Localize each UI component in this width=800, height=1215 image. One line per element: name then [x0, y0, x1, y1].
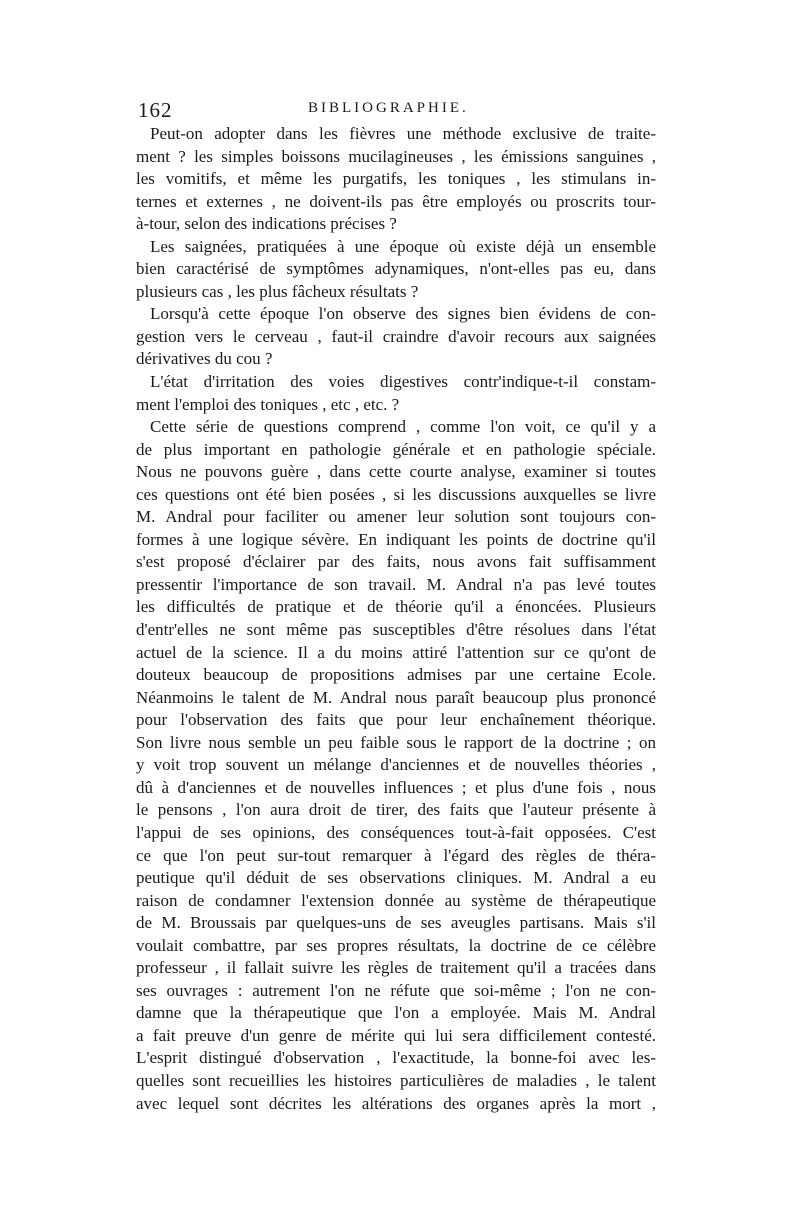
text-line: dû à d'anciennes et de nouvelles influences ; et plus d'une fois , nous — [136, 777, 656, 797]
text-line: actuel de la science. Il a du moins attiré l'attention sur ce qu'ont de — [136, 642, 656, 662]
text-line: à-tour, selon des indications précises ? — [136, 214, 397, 234]
text-line: plusieurs cas , les plus fâcheux résultats ? — [136, 281, 419, 301]
text-line: L'esprit distingué d'observation , l'exactitude, la bonne-foi avec les- — [136, 1048, 656, 1068]
text-line: ces questions ont été bien posées , si les discussions auxquelles se livre — [136, 484, 656, 504]
text-line: peutique qu'il déduit de ses observations cliniques. M. Andral a eu — [136, 868, 656, 888]
text-line: pressentir l'importance de son travail. M. Andral n'a pas levé toutes — [136, 574, 656, 594]
text-line: y voit trop souvent un mélange d'anciennes et de nouvelles théories , — [136, 755, 656, 775]
page-header — [138, 98, 658, 122]
running-head: BIBLIOGRAPHIE. — [308, 100, 469, 116]
text-line: ses ouvrages : autrement l'on ne réfute que soi-même ; l'on ne con- — [136, 980, 656, 1000]
text-line: Peut-on adopter dans les fièvres une méthode exclusive de traite- — [150, 124, 656, 143]
text-line: professeur , il fallait suivre les règles de traitement qu'il a tracées dans — [136, 958, 656, 978]
text-line: ternes et externes , ne doivent-ils pas être employés ou proscrits tour- — [136, 191, 656, 211]
body-text — [136, 123, 656, 1115]
text-line: damne que la thérapeutique que l'on a employée. Mais M. Andral — [136, 1003, 656, 1023]
text-line: M. Andral pour faciliter ou amener leur solution sont toujours con- — [136, 507, 656, 527]
text-line: bien caractérisé de symptômes adynamiques, n'ont-elles pas eu, dans — [136, 259, 656, 279]
text-line: Son livre nous semble un peu faible sous le rapport de la doctrine ; on — [136, 732, 656, 752]
text-line: formes à une logique sévère. En indiquant les points de doctrine qu'il — [136, 529, 656, 549]
text-line: le pensons , l'on aura droit de tirer, des faits que l'auteur présente à — [136, 800, 656, 820]
text-line: de plus important en pathologie générale et en pathologie spéciale. — [136, 439, 656, 459]
text-line: Lorsqu'à cette époque l'on observe des signes bien évidens de con- — [150, 304, 656, 324]
text-line: pour l'observation des faits que pour leur enchaînement théorique. — [136, 710, 656, 730]
text-line: L'état d'irritation des voies digestives contr'indique-t-il constam- — [150, 372, 656, 392]
text-line: ce que l'on peut sur-tout remarquer à l'égard des règles de théra- — [136, 845, 656, 865]
text-line: de M. Broussais par quelques-uns de ses aveugles partisans. Mais s'il — [136, 913, 656, 933]
text-line: a fait preuve d'un genre de mérite qui lui sera difficilement contesté. — [136, 1025, 656, 1045]
text-line: Les saignées, pratiquées à une époque où existe déjà un ensemble — [150, 236, 656, 256]
text-line: quelles sont recueillies les histoires particulières de maladies , le talent — [136, 1070, 656, 1090]
text-line: Néanmoins le talent de M. Andral nous paraît beaucoup plus prononcé — [136, 687, 656, 707]
text-line: Cette série de questions comprend , comme l'on voit, ce qu'il y a — [150, 417, 656, 437]
text-line: d'entr'elles ne sont même pas susceptibles d'être résolues dans l'état — [136, 620, 656, 640]
text-line: les difficultés de pratique et de théorie qu'il a énoncées. Plusieurs — [136, 597, 656, 617]
text-line: l'appui de ses opinions, des conséquences tout-à-fait opposées. C'est — [136, 822, 656, 842]
text-line: raison de condamner l'extension donnée au système de thérapeutique — [136, 890, 656, 910]
text-line: gestion vers le cerveau , faut-il craindre d'avoir recours aux saignées — [136, 326, 656, 346]
text-line: s'est proposé d'éclairer par des faits, nous avons fait suffisamment — [136, 552, 656, 572]
text-line: avec lequel sont décrites les altérations des organes après la mort , — [136, 1093, 656, 1113]
text-line: voulait combattre, par ses propres résultats, la doctrine de ce célèbre — [136, 935, 656, 955]
text-line: les vomitifs, et même les purgatifs, les toniques , les stimulans in- — [136, 169, 656, 189]
page-number: 162 — [138, 98, 173, 122]
text-line: ment l'emploi des toniques , etc , etc. ? — [136, 394, 400, 414]
text-line: douteux beaucoup de propositions admises par une certaine Ecole. — [136, 665, 656, 685]
text-line: ment ? les simples boissons mucilagineuses , les émissions sanguines , — [136, 146, 656, 166]
text-line: dérivatives du cou ? — [136, 349, 273, 369]
text-line: Nous ne pouvons guère , dans cette courte analyse, examiner si toutes — [136, 462, 656, 482]
